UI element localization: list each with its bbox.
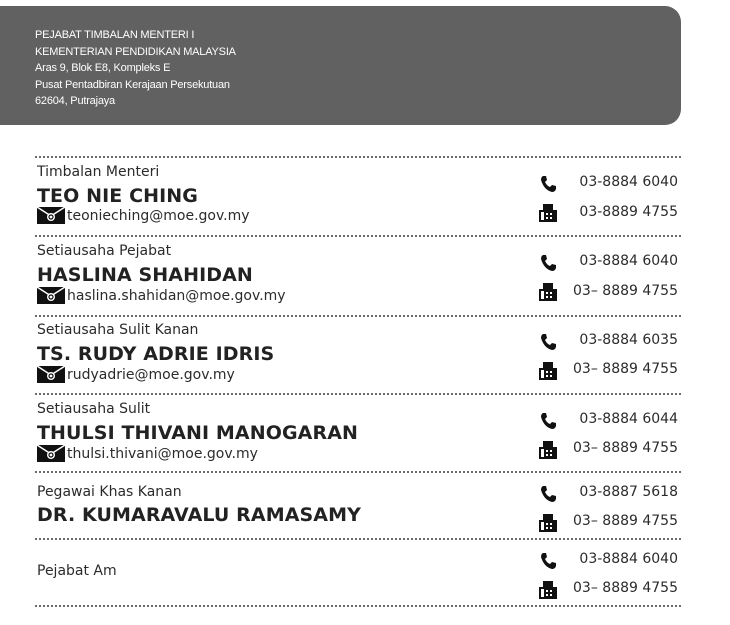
contact-name: HASLINA SHAHIDAN [37, 264, 253, 286]
contact-role: Setiausaha Sulit Kanan [37, 322, 199, 338]
dotted-divider [35, 471, 681, 473]
address-line-1: Aras 9, Blok E8, Kompleks E [35, 62, 171, 74]
fax-icon [538, 440, 558, 460]
email-icon [37, 445, 65, 462]
phone-number[interactable]: 03-8884 6040 [579, 253, 678, 269]
email-address[interactable]: thulsi.thivani@moe.gov.my [67, 445, 258, 462]
fax-icon [538, 203, 558, 223]
address-line-3: 62604, Putrajaya [35, 95, 115, 107]
email-address[interactable]: teonieching@moe.gov.my [67, 207, 250, 224]
contact-email[interactable] [37, 287, 286, 304]
contact-role: Setiausaha Pejabat [37, 243, 172, 259]
phone-number[interactable]: 03-8884 6044 [579, 411, 678, 427]
contact-name: TS. RUDY ADRIE IDRIS [37, 343, 275, 365]
ministry-name: KEMENTERIAN PENDIDIKAN MALAYSIA [35, 45, 236, 58]
contact-email[interactable] [37, 207, 250, 224]
email-address[interactable]: rudyadrie@moe.gov.my [67, 366, 235, 383]
office-address-header [0, 6, 681, 125]
contact-role: Setiausaha Sulit [37, 401, 151, 417]
fax-icon [538, 513, 558, 533]
contact-role: Pejabat Am [37, 563, 117, 579]
address-line-2: Pusat Pentadbiran Kerajaan Persekutuan [35, 78, 230, 91]
phone-icon [538, 332, 558, 352]
fax-number[interactable]: 03– 8889 4755 [573, 361, 678, 377]
dotted-divider [35, 235, 681, 237]
email-icon [37, 207, 65, 224]
dotted-divider [35, 538, 681, 540]
dotted-divider [35, 315, 681, 317]
email-icon [37, 287, 65, 304]
fax-icon [538, 282, 558, 302]
phone-number[interactable]: 03-8884 6040 [579, 551, 678, 567]
dotted-divider [35, 393, 681, 395]
contact-role: Timbalan Menteri [37, 164, 160, 180]
phone-icon [538, 411, 558, 431]
phone-number[interactable]: 03-8884 6040 [579, 174, 678, 190]
fax-number[interactable]: 03– 8889 4755 [573, 513, 678, 529]
contact-name: TEO NIE CHING [37, 185, 198, 207]
contact-name: THULSI THIVANI MANOGARAN [37, 422, 359, 444]
phone-icon [538, 551, 558, 571]
fax-icon [538, 361, 558, 381]
contact-name: DR. KUMARAVALU RAMASAMY [37, 504, 361, 526]
dotted-divider [35, 156, 681, 158]
dotted-divider [35, 605, 681, 607]
fax-number[interactable]: 03-8889 4755 [579, 204, 678, 220]
fax-icon [538, 580, 558, 600]
contact-role: Pegawai Khas Kanan [37, 484, 182, 500]
email-icon [37, 366, 65, 383]
email-address[interactable]: haslina.shahidan@moe.gov.my [67, 287, 286, 304]
fax-number[interactable]: 03– 8889 4755 [573, 580, 678, 596]
contact-email[interactable] [37, 445, 258, 462]
fax-number[interactable]: 03– 8889 4755 [573, 283, 678, 299]
phone-number[interactable]: 03-8887 5618 [579, 484, 678, 500]
phone-icon [538, 253, 558, 273]
office-title: PEJABAT TIMBALAN MENTERI I [35, 29, 195, 41]
fax-number[interactable]: 03– 8889 4755 [573, 440, 678, 456]
phone-icon [538, 484, 558, 504]
phone-icon [538, 174, 558, 194]
phone-number[interactable]: 03-8884 6035 [579, 332, 678, 348]
contact-email[interactable] [37, 366, 235, 383]
